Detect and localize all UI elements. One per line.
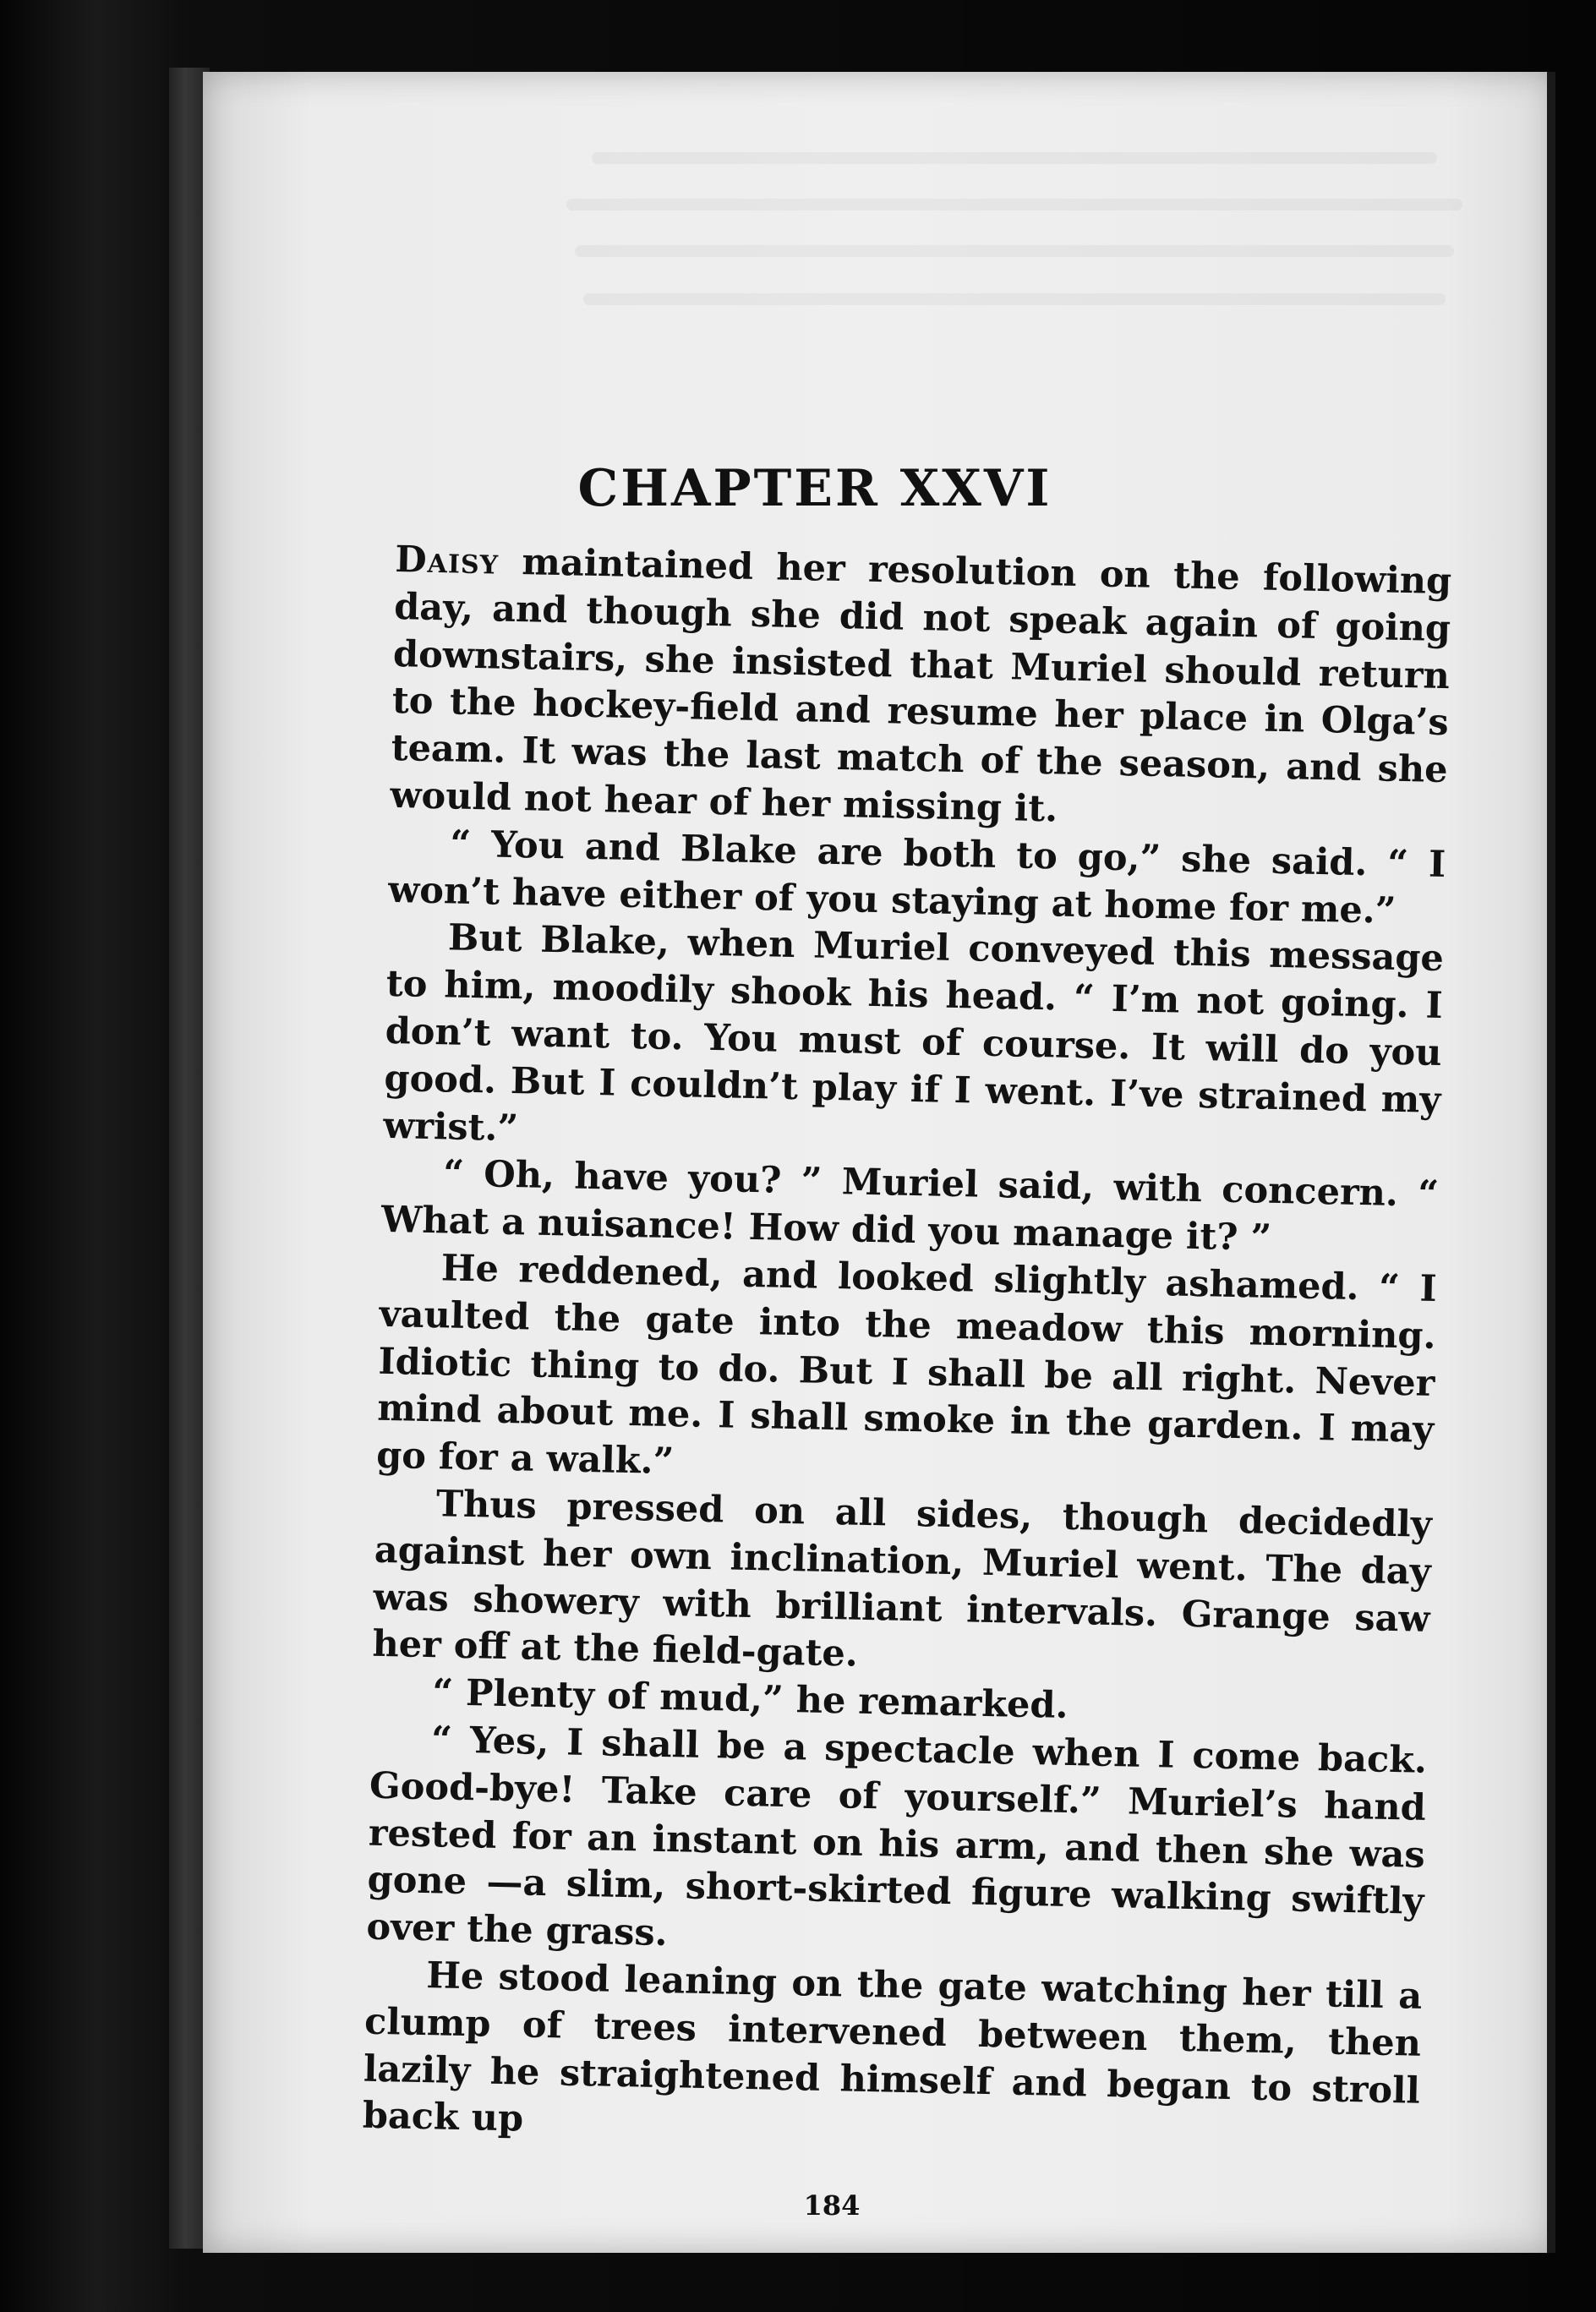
paragraph: He reddened, and looked slightly ashamed. “ I vaulted the gate into the meadow this morning. Idiotic thing to do. But I shall be all right. Never mind about me. I shall smoke in the garden. I may go for a walk.” (375, 1247, 1438, 1484)
paragraph-text: maintained her resolution on the following day, and though she did not speak again of going downstairs, she insisted that Muriel should return to the hockey-field and resume her place in Olga’s team. It was the last match of the season, and she would not hear of her missing it. (390, 540, 1452, 831)
paragraph: But Blake, when Muriel conveyed this message to him, moodily shook his head. “ I’m not going. I don’t want to. You must of course. It will do you good. But I couldn’t play if I went. I’ve strained my wrist.” (382, 916, 1445, 1150)
bleed-through-line (583, 293, 1446, 305)
page-edge-rule (1547, 72, 1555, 2253)
paragraph: He stood leaning on the gate watching her till a clump of trees intervened between them, then lazily he straightened himself and began to stroll back up (362, 1954, 1423, 2140)
body-text (362, 537, 1451, 2162)
paragraph: “ Oh, have you? ” Muriel said, with concern. “ What a nuisance! How did you manage it? ” (380, 1152, 1440, 1260)
page-number: 184 (803, 2189, 861, 2222)
book-page (203, 72, 1555, 2253)
paragraph: “ You and Blake are both to go,” she said. “ I won’t have either of you staying at home for me.” (387, 823, 1446, 932)
paragraph: “ Plenty of mud,” he remarked. (431, 1671, 1069, 1728)
bleed-through-line (592, 152, 1437, 164)
chapter-heading: CHAPTER XXVI (577, 459, 1052, 518)
paragraph: Thus pressed on all sides, though decidedly against her own inclination, Muriel went. The day was showery with brilliant intervals. Grange saw her off at the field-gate. (372, 1483, 1433, 1676)
paragraph: “ Yes, I shall be a spectacle when I come back. Good-bye! Take care of yourself.” Muriel’s hand rested for an instant on his arm, and then she was gone —a slim, short-skirted figure walking swiftly over the grass. (366, 1719, 1428, 1955)
drop-lead-word: Daisy (394, 538, 500, 583)
bleed-through-line (575, 245, 1454, 257)
bleed-through-line (566, 199, 1462, 210)
paragraph (390, 537, 1452, 842)
